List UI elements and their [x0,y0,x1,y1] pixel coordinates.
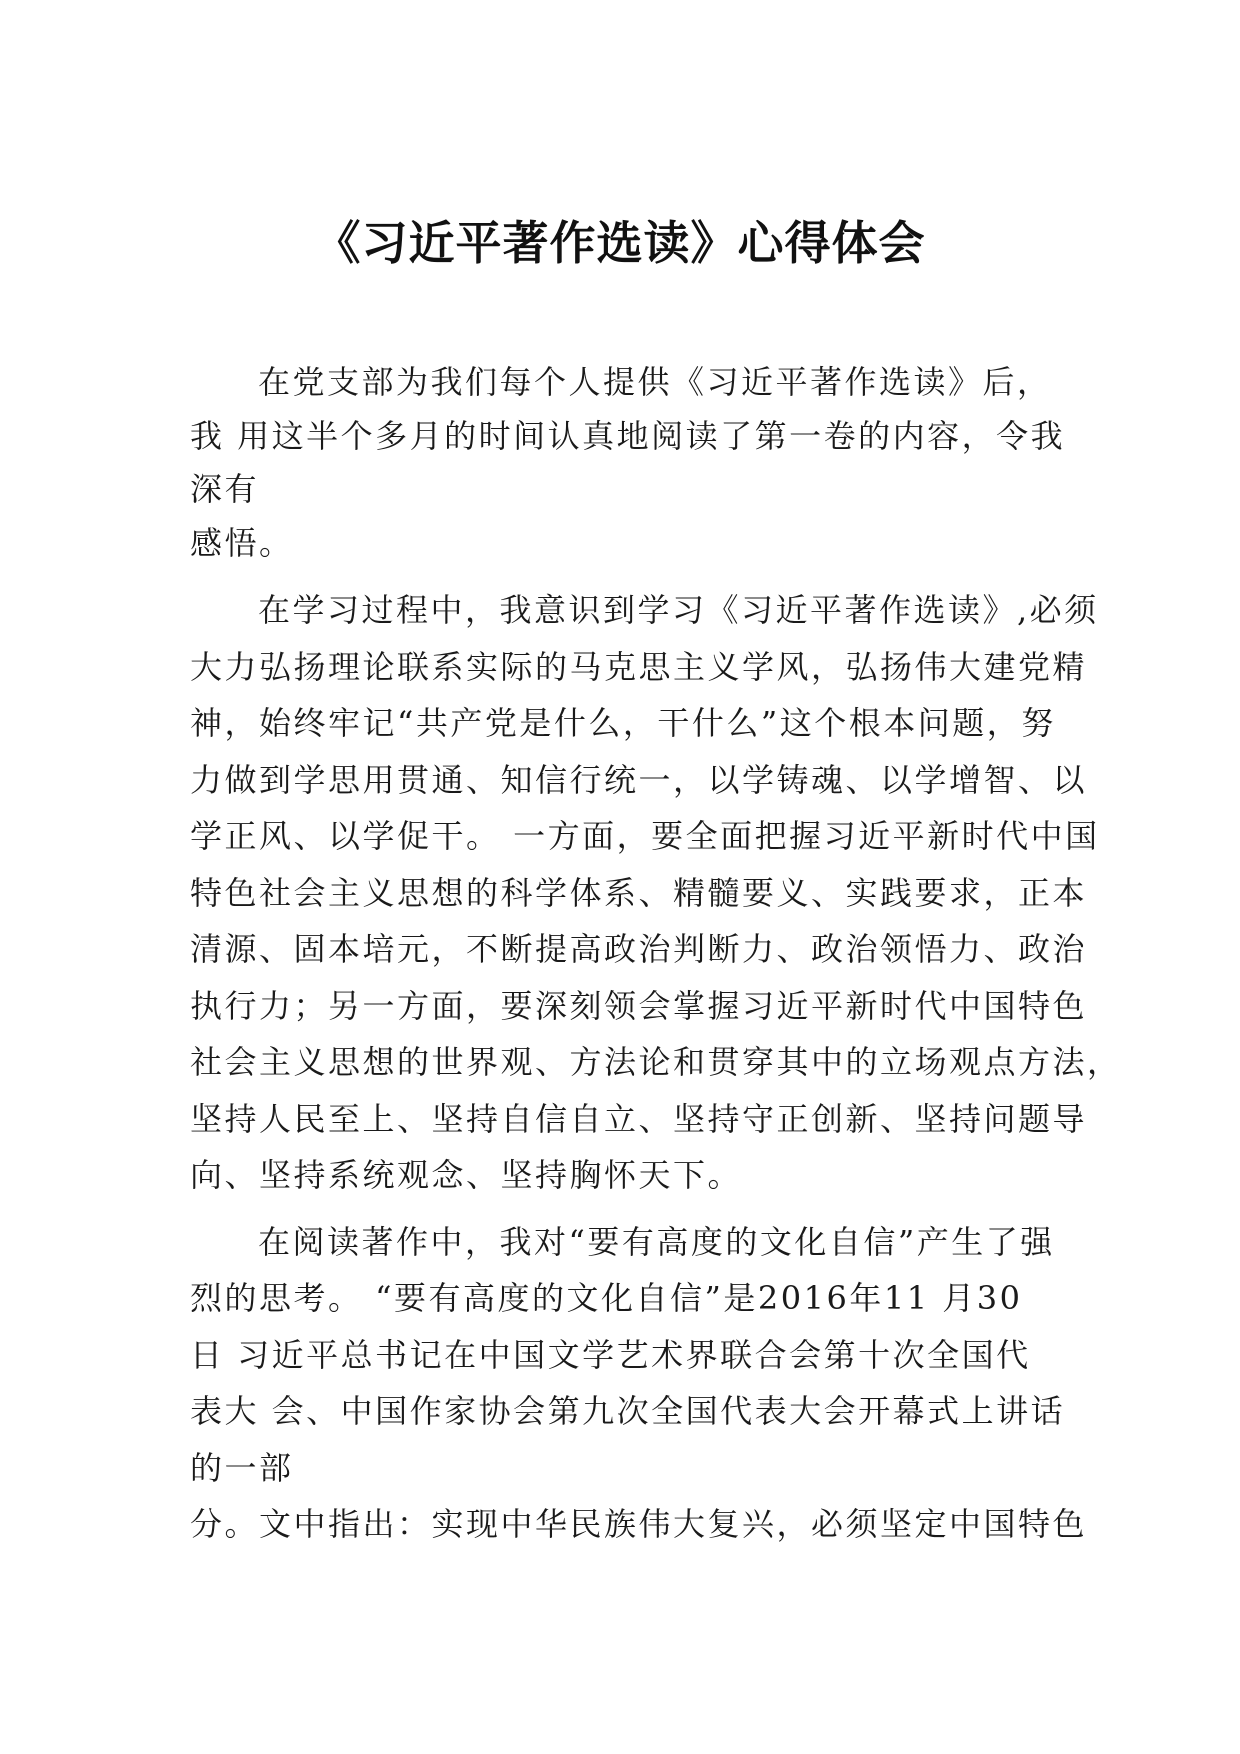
document-title: 《习近平著作选读》心得体会 [314,216,926,270]
paragraph-line: 表大 会、中国作家协会第九次全国代表大会开幕式上讲话 [190,1392,1066,1430]
paragraph-line: 社会主义思想的世界观、方法论和贯穿其中的立场观点方法， [190,1043,1122,1081]
paragraph-line: 日 习近平总书记在中国文学艺术界联合会第十次全国代 [190,1336,1031,1374]
paragraph-line: 特色社会主义思想的科学体系、精髓要义、实践要求，正本 [190,874,1088,912]
paragraph-line: 深有 [190,470,260,508]
paragraph-line: 我 用这半个多月的时间认真地阅读了第一卷的内容，令我 [190,417,1066,455]
paragraph-line: 神，始终牢记“共产党是什么，干什么”这个根本问题，努 [190,704,1056,742]
paragraph-line: 分。文中指出：实现中华民族伟大复兴，必须坚定中国特色 [190,1505,1088,1543]
paragraph-line: 大力弘扬理论联系实际的马克思主义学风，弘扬伟大建党精 [190,648,1088,686]
paragraph-line: 感悟。 [190,524,294,562]
paragraph-line: 执行力；另一方面，要深刻领会掌握习近平新时代中国特色 [190,987,1088,1025]
paragraph-line: 学正风、以学促干。 一方面，要全面把握习近平新时代中国 [190,817,1100,855]
paragraph-line: 在阅读著作中，我对“要有高度的文化自信”产生了强 [258,1223,1055,1261]
paragraph-line: 的一部 [190,1449,294,1487]
paragraph-line: 烈的思考。 “要有高度的文化自信”是2016年11 月30 [190,1279,1023,1317]
paragraph-line: 在党支部为我们每个人提供《习近平著作选读》后， [258,363,1052,401]
paragraph-line: 在学习过程中，我意识到学习《习近平著作选读》,必须 [258,591,1099,629]
paragraph-line: 坚持人民至上、坚持自信自立、坚持守正创新、坚持问题导 [190,1100,1088,1138]
paragraph-line: 力做到学思用贯通、知信行统一，以学铸魂、以学增智、以 [190,761,1088,799]
paragraph-line: 清源、固本培元，不断提高政治判断力、政治领悟力、政治 [190,930,1088,968]
paragraph-line: 向、坚持系统观念、坚持胸怀天下。 [190,1156,743,1194]
